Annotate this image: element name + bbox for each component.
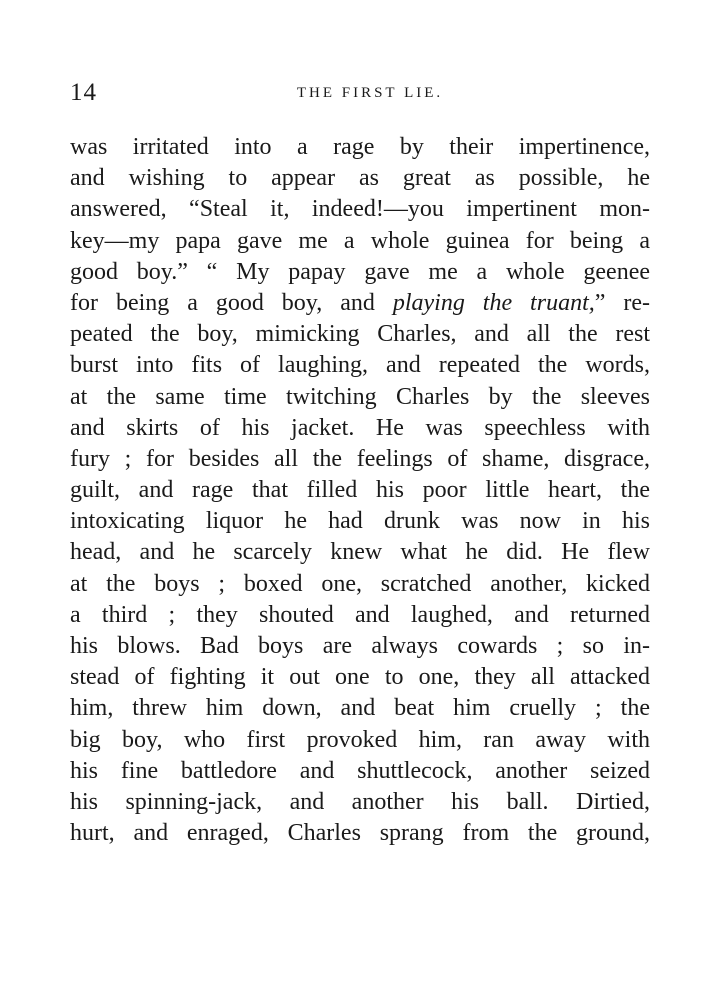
text-line-17: his blows. Bad boys are always cowards ; so in- — [70, 633, 650, 659]
text-line-3: answered, “Steal it, indeed!—you impertinent mon- — [70, 196, 650, 223]
text-line-1: was irritated into a rage by their impertinence, — [70, 134, 650, 160]
text-line-15: at the boys ; boxed one, scratched another, kicked — [70, 570, 650, 597]
text-line-12: guilt, and rage that filled his poor little heart, the — [70, 477, 650, 504]
text-line-2: and wishing to appear as great as possible, he — [70, 165, 650, 192]
text-line-18: stead of fighting it out one to one, they all attacked — [70, 664, 650, 691]
running-head — [70, 78, 650, 108]
text-line-14: head, and he scarcely knew what he did. He flew — [70, 539, 650, 566]
text-line-22: his spinning-jack, and another his ball. Dirtied, — [70, 788, 650, 815]
text-line-11: fury ; for besides all the feelings of shame, disgrace, — [70, 445, 650, 472]
text-line-6 — [70, 288, 650, 319]
text-line-16: a third ; they shouted and laughed, and returned — [70, 601, 650, 628]
text-line-20: big boy, who first provoked him, ran away with — [70, 726, 650, 753]
text-line-10: and skirts of his jacket. He was speechless with — [70, 414, 650, 441]
italic-phrase: playing the truant, — [392, 289, 595, 316]
text-line-9: at the same time twitching Charles by the sleeves — [70, 383, 650, 410]
page-number: 14 — [70, 79, 97, 106]
body-text — [70, 132, 650, 849]
text-line-7: peated the boy, mimicking Charles, and all the rest — [70, 321, 650, 348]
text-line-21: his fine battledore and shuttlecock, another seized — [70, 757, 650, 784]
text-line-5: good boy.” “ My papay gave me a whole geenee — [70, 258, 650, 285]
text-line-8: burst into fits of laughing, and repeated the words, — [70, 352, 650, 379]
text-line-6-after: ” re- — [594, 289, 651, 316]
text-line-23: hurt, and enraged, Charles sprang from the ground, — [70, 820, 650, 847]
text-line-6-before: for being a good boy, and — [70, 289, 393, 316]
text-line-4: key—my papa gave me a whole guinea for being a — [70, 227, 650, 254]
text-line-13: intoxicating liquor he had drunk was now in his — [70, 508, 650, 535]
running-title: THE FIRST LIE. — [296, 85, 444, 101]
text-line-19: him, threw him down, and beat him cruelly ; the — [70, 695, 650, 722]
